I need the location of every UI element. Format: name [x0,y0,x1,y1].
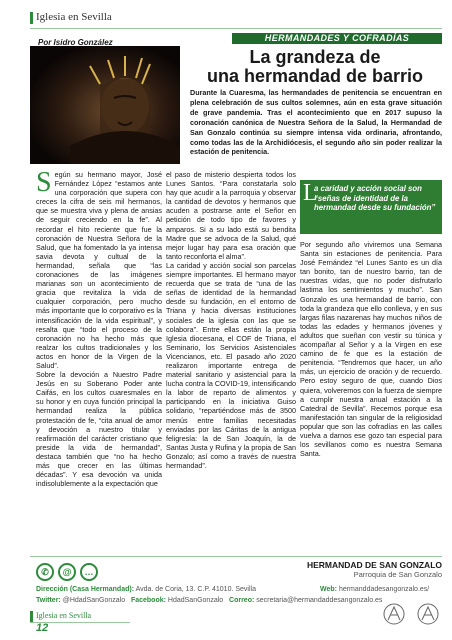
twitter-label: Twitter: [36,597,61,604]
header-accent-bar [30,12,33,24]
email-label: Correo: [229,597,255,604]
chat-icon: … [80,563,98,581]
page-number: 12 [36,622,49,634]
headline-line-2: una hermandad de barrio [206,66,424,86]
lead-paragraph: Durante la Cuaresma, las hermandades de penitencia se encuentran en plena celebración de sus cultos solemnes, aún en esta grave situación de grave pandemia. Tras el acontecimiento que en 2017 supuso la coronación canónica de Nuestra Señora de la Salud, la Hermandad de San Gonzalo continúa su siempre intensa vida ordinaria, afrontando, como todas las de la Archidiócesis, el segundo año sin poder realizar la estación de penitencia. [190,88,442,157]
drop-cap: S [36,167,52,198]
brotherhood-name: HERMANDAD DE SAN GONZALO [306,560,442,570]
seal-icon [380,602,408,626]
phone-icon: ✆ [36,563,54,581]
address-line [36,585,256,594]
pull-quote-text: a caridad y acción social son “señas de identidad de la hermandad desde su fundación” [314,184,436,213]
at-icon: @ [58,563,76,581]
headline-line-1: La grandeza de [249,47,381,67]
address-value: Avda. de Coria, 13. C.P. 41010. Sevilla [135,586,256,593]
contact-icons [36,562,102,582]
web-link[interactable]: hermanddadesangonzalo.es/ [338,586,430,593]
byline: Por Isidro González [38,38,113,47]
column-3-paragraph-1: Por segundo año viviremos una Semana Santa sin estaciones de penitencia. Para José Fernández “el Lunes Santo es un día tan bonito, tan de nuestro barrio, tan de nuestras vidas, que no poder disfrutarlo lastima los sentimientos y mucho”. San Gonzalo es una hermandad de barrio, con toda la grandeza que ello conlleva, y en sus largas filas nazarenas hay muchos niños de todas las edades y hermanos jóvenes y adultos que sueñan con vestir su túnica y acompañar al Señor y a la Virgen en ese camino de fe que es la estación de penitencia. “Tendremos que hacer, un año más, un ejercicio de oración y de recuerdo. Pero estoy seguro de que, cuando Dios quiera, volveremos con la fuerza de siempre a cumplir nuestra anual estación a la Catedral de Sevilla”. Recemos porque esa manifestación tan singular de la religiosidad popular que son las cofradías en las calles vuelva a darnos ese gozo tan especial para los sevillanos como es nuestra Semana Santa. [300,240,442,459]
column-1-paragraph-1: egún su hermano mayor, José Fernández López “estamos ante una corporación que supera con creces la cifra de seis mil hermanos, que se muestra viva y plena de ansias de seguir creciendo en la fe”. Al recordar el hito reciente que fue la coronación de Nuestra Señora de la Salud, que ha fomentado la ya intensa savia devota y cultual de la hermandad, señala que “las coronaciones de las imágenes marianas son un acontecimiento de gracia que revitaliza la vida de cualquier corporación, pero mucho más importante que lo corporativo es la intensificación de la vida espiritual”, y resalta que “todo el proceso de la coronación no ha hecho más que realzar los cultos tradicionales y los actos en honor de la Virgen de la Salud”. [36,170,162,370]
column-2-paragraph-2: La caridad y acción social son parcelas siempre importantes. El hermano mayor recuerda que se trata de “una de las señas de identidad de la hermandad desde su fundación, en el entorno de Triana y hacia diversas instituciones sociales de la iglesia con las que se colabora”. Entre ellas están la propia Iglesia diocesana, el COF de Triana, el Seminario, los Servicios Asistenciales Vicencianos, etc. El pasado año 2020 realizaron importante entrega de material sanitario y asistencial para la lucha contra la COVID-19, intensificando la labor de reparto de alimentos y participando en la iniciativa Guiso solidario, “repartiéndose más de 3500 menús entre familias necesitadas enviadas por las Cáritas de la antigua feligresía: la de San Joaquín, la de Santas Justa y Rufina y la propia de San Gonzalo; así como a través de nuestra hermandad”. [166,260,296,470]
photo-illustration [30,46,180,164]
article-column-1 [36,167,162,489]
article-photo [30,46,180,164]
article-column-3 [300,240,442,458]
facebook-label: Facebook: [130,597,166,604]
seal-icon [414,602,442,626]
address-label: Dirección (Casa Hermandad): [36,586,135,593]
header-section-title: Iglesia en Sevilla [36,11,112,23]
article-column-2 [166,170,296,470]
footer-rule [30,556,442,557]
section-tag: HERMANDADES Y COFRADÍAS [232,33,442,44]
web-label: Web: [320,586,337,593]
twitter-handle[interactable]: @HdadSanGonzalo [62,597,126,604]
pull-quote [300,180,442,234]
headline [190,48,440,86]
facebook-handle[interactable]: HdadSanGonzalo [167,597,224,604]
web-line [320,585,429,594]
parish-name: Parroquia de San Gonzalo [353,570,442,579]
pull-quote-cap: L [303,180,318,206]
header-rule [30,28,442,29]
column-1-paragraph-2: Sobre la devoción a Nuestro Padre Jesús en su Soberano Poder ante Caifás, en los cultos cuaresmales en su honor y en cuya función principal la hermandad realiza la pública protestación de fe, “cita anual de amor y devoción a nuestro titular y reafirmación del carácter cristiano que preside la vida de hermandad”, destaca también que “no ha hecho más que crecer en las últimas décadas”. Y esa devoción va unida indisolublemente a la expectación que [36,370,162,489]
folio-section: Iglesia en Sevilla [36,611,92,620]
column-2-paragraph-1: el paso de misterio despierta todos los Lunes Santos. “Para constatarla solo hay que acudir a la parroquia y observar la cantidad de devotos y hermanos que acuden a postrarse ante el Señor en petición de todo tipo de favores y amparos. Si a su lado está su bendita Madre que se advoca de la Salud, qué mejor lugar hay para esa oración que tanto reconforta el alma”. [166,170,296,261]
email-link[interactable]: secretaria@hermandaddesangonzalo.es [256,597,383,604]
